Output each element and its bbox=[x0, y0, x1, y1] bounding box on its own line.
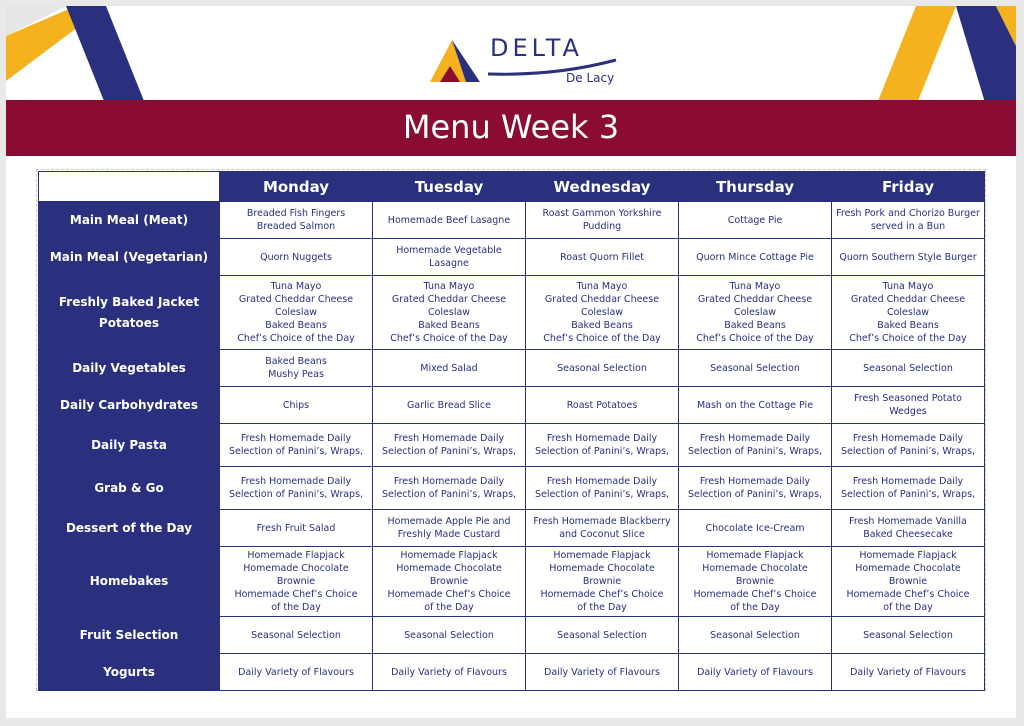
row-label: Daily Vegetables bbox=[39, 350, 220, 387]
menu-item-text: Brownie bbox=[582, 576, 622, 587]
menu-item-text: Baked Beans bbox=[418, 320, 480, 331]
menu-item-text: Fresh Homemade Daily bbox=[852, 433, 964, 444]
menu-item-text: Daily Variety of Flavours bbox=[238, 666, 354, 678]
menu-item-text: Breaded Salmon bbox=[256, 221, 336, 232]
menu-item-text: Brownie bbox=[276, 576, 316, 587]
menu-row bbox=[39, 510, 985, 547]
menu-item-text: Seasonal Selection bbox=[863, 629, 953, 641]
menu-item-text: Fresh Homemade Daily bbox=[852, 476, 964, 487]
menu-item-text: Grated Cheddar Cheese bbox=[850, 294, 966, 305]
menu-cell bbox=[220, 202, 373, 239]
brand-subtitle: De Lacy bbox=[566, 71, 615, 85]
menu-item-text: Daily Variety of Flavours bbox=[391, 666, 507, 678]
menu-cell bbox=[373, 467, 526, 510]
menu-cell bbox=[220, 547, 373, 617]
menu-item-text: Homemade Flapjack bbox=[859, 550, 957, 561]
menu-cell bbox=[832, 617, 985, 654]
menu-cell bbox=[220, 387, 373, 424]
menu-cell bbox=[373, 654, 526, 691]
menu-cell bbox=[220, 350, 373, 387]
menu-cell bbox=[526, 202, 679, 239]
menu-item-text: Roast Potatoes bbox=[566, 399, 638, 411]
menu-item-text: Homemade Chef’s Choice bbox=[387, 589, 511, 600]
menu-cell bbox=[832, 202, 985, 239]
menu-item-text: Homemade Flapjack bbox=[400, 550, 498, 561]
menu-item-text: Coleslaw bbox=[427, 307, 471, 318]
left-corner-decoration bbox=[6, 6, 146, 106]
day-header: Monday bbox=[220, 172, 373, 202]
menu-item-text: Grated Cheddar Cheese bbox=[391, 294, 507, 305]
menu-row bbox=[39, 276, 985, 350]
menu-cell bbox=[832, 387, 985, 424]
menu-table bbox=[38, 171, 985, 691]
menu-cell bbox=[679, 239, 832, 276]
menu-cell bbox=[373, 617, 526, 654]
menu-item-text: Grated Cheddar Cheese bbox=[697, 294, 813, 305]
menu-item-text: Tuna Mayo bbox=[423, 281, 475, 292]
row-label: Main Meal (Vegetarian) bbox=[39, 239, 220, 276]
row-label: Freshly Baked Jacket Potatoes bbox=[39, 276, 220, 350]
menu-item-text: Selection of Panini’s, Wraps, bbox=[687, 489, 823, 500]
menu-row bbox=[39, 467, 985, 510]
menu-cell bbox=[526, 510, 679, 547]
day-header: Thursday bbox=[679, 172, 832, 202]
menu-item-text: Selection of Panini’s, Wraps, bbox=[381, 446, 517, 457]
menu-item-text: Baked Beans bbox=[571, 320, 633, 331]
corner-cell bbox=[39, 172, 220, 202]
menu-item-text: Homemade Beef Lasagne bbox=[387, 214, 511, 226]
menu-item-text: Fresh Homemade Vanilla bbox=[849, 516, 967, 527]
row-label: Homebakes bbox=[39, 547, 220, 617]
menu-item-text: Homemade Apple Pie and bbox=[387, 516, 511, 527]
menu-cell bbox=[220, 654, 373, 691]
page-title: Menu Week 3 bbox=[402, 108, 620, 146]
menu-cell bbox=[373, 547, 526, 617]
menu-item-text: Chef’s Choice of the Day bbox=[543, 333, 661, 344]
menu-item-text: Coleslaw bbox=[886, 307, 930, 318]
menu-item-text: Fresh Fruit Salad bbox=[256, 522, 336, 534]
menu-item-text: Chef’s Choice of the Day bbox=[849, 333, 967, 344]
menu-cell bbox=[220, 276, 373, 350]
menu-cell bbox=[832, 276, 985, 350]
menu-item-text: Pudding bbox=[582, 221, 622, 232]
row-label: Dessert of the Day bbox=[39, 510, 220, 547]
day-header: Tuesday bbox=[373, 172, 526, 202]
menu-item-text: Brownie bbox=[888, 576, 928, 587]
menu-item-text: Baked Beans bbox=[265, 356, 327, 367]
menu-item-text: Brownie bbox=[429, 576, 469, 587]
menu-item-text: Mushy Peas bbox=[268, 369, 324, 380]
menu-cell bbox=[832, 350, 985, 387]
menu-item-text: Quorn Mince Cottage Pie bbox=[696, 251, 814, 263]
menu-cell bbox=[679, 467, 832, 510]
menu-item-text: Selection of Panini’s, Wraps, bbox=[228, 446, 364, 457]
menu-item-text: Baked Beans bbox=[724, 320, 786, 331]
row-label: Main Meal (Meat) bbox=[39, 202, 220, 239]
menu-item-text: Lasagne bbox=[429, 258, 469, 269]
menu-cell bbox=[679, 424, 832, 467]
menu-cell bbox=[679, 350, 832, 387]
menu-item-text: Cottage Pie bbox=[727, 214, 783, 226]
menu-item-text: Chef’s Choice of the Day bbox=[696, 333, 814, 344]
menu-item-text: Homemade Chocolate bbox=[243, 563, 349, 574]
menu-row bbox=[39, 547, 985, 617]
menu-item-text: Coleslaw bbox=[274, 307, 318, 318]
menu-cell bbox=[832, 654, 985, 691]
menu-item-text: Homemade Chef’s Choice bbox=[693, 589, 817, 600]
menu-item-text: Fresh Homemade Daily bbox=[393, 433, 505, 444]
menu-cell bbox=[526, 350, 679, 387]
menu-item-text: Tuna Mayo bbox=[270, 281, 322, 292]
menu-cell bbox=[220, 510, 373, 547]
menu-item-text: Homemade Flapjack bbox=[553, 550, 651, 561]
menu-item-text: Chocolate Ice-Cream bbox=[705, 522, 805, 534]
menu-item-text: Coleslaw bbox=[733, 307, 777, 318]
menu-cell bbox=[220, 467, 373, 510]
menu-item-text: Coleslaw bbox=[580, 307, 624, 318]
menu-item-text: Quorn Nuggets bbox=[260, 251, 332, 263]
day-header-row bbox=[39, 172, 985, 202]
menu-cell bbox=[526, 467, 679, 510]
menu-cell bbox=[832, 239, 985, 276]
menu-item-text: Seasonal Selection bbox=[863, 362, 953, 374]
menu-item-text: Freshly Made Custard bbox=[397, 529, 501, 540]
menu-item-text: Breaded Fish Fingers bbox=[246, 208, 346, 219]
menu-cell bbox=[679, 387, 832, 424]
menu-cell bbox=[679, 202, 832, 239]
day-header: Friday bbox=[832, 172, 985, 202]
menu-item-text: Homemade Chocolate bbox=[396, 563, 502, 574]
row-label: Daily Pasta bbox=[39, 424, 220, 467]
menu-item-text: Selection of Panini’s, Wraps, bbox=[381, 489, 517, 500]
menu-item-text: of the Day bbox=[424, 602, 474, 613]
row-label: Grab & Go bbox=[39, 467, 220, 510]
menu-item-text: Homemade Chef’s Choice bbox=[234, 589, 358, 600]
delta-logo-icon bbox=[426, 36, 488, 86]
menu-row bbox=[39, 617, 985, 654]
menu-item-text: Fresh Homemade Daily bbox=[699, 476, 811, 487]
menu-item-text: Selection of Panini’s, Wraps, bbox=[687, 446, 823, 457]
menu-item-text: of the Day bbox=[730, 602, 780, 613]
menu-item-text: Chips bbox=[282, 399, 310, 411]
right-corner-decoration bbox=[876, 6, 1016, 106]
menu-item-text: and Coconut Slice bbox=[559, 529, 645, 540]
menu-cell bbox=[220, 424, 373, 467]
menu-cell bbox=[373, 239, 526, 276]
title-banner bbox=[6, 100, 1016, 156]
menu-item-text: Selection of Panini’s, Wraps, bbox=[534, 446, 670, 457]
menu-cell bbox=[373, 350, 526, 387]
menu-cell bbox=[526, 387, 679, 424]
menu-item-text: of the Day bbox=[577, 602, 627, 613]
menu-item-text: Brownie bbox=[735, 576, 775, 587]
menu-item-text: Wedges bbox=[889, 406, 927, 417]
menu-item-text: Grated Cheddar Cheese bbox=[544, 294, 660, 305]
menu-cell bbox=[526, 617, 679, 654]
menu-item-text: Homemade Chocolate bbox=[702, 563, 808, 574]
menu-item-text: Homemade Vegetable bbox=[396, 245, 502, 256]
menu-item-text: Homemade Flapjack bbox=[706, 550, 804, 561]
menu-item-text: Baked Beans bbox=[877, 320, 939, 331]
menu-cell bbox=[373, 387, 526, 424]
menu-item-text: served in a Bun bbox=[870, 221, 946, 232]
menu-item-text: Selection of Panini’s, Wraps, bbox=[840, 489, 976, 500]
menu-item-text: Quorn Southern Style Burger bbox=[839, 251, 977, 263]
menu-item-text: Seasonal Selection bbox=[557, 362, 647, 374]
menu-cell bbox=[832, 424, 985, 467]
menu-item-text: Homemade Chef’s Choice bbox=[540, 589, 664, 600]
menu-cell bbox=[832, 510, 985, 547]
menu-row bbox=[39, 654, 985, 691]
menu-cell bbox=[526, 239, 679, 276]
menu-item-text: Tuna Mayo bbox=[576, 281, 628, 292]
menu-cell bbox=[679, 617, 832, 654]
menu-cell bbox=[679, 510, 832, 547]
menu-item-text: of the Day bbox=[883, 602, 933, 613]
menu-item-text: Selection of Panini’s, Wraps, bbox=[534, 489, 670, 500]
menu-row bbox=[39, 202, 985, 239]
menu-item-text: Fresh Pork and Chorizo Burger bbox=[836, 208, 980, 219]
menu-cell bbox=[526, 547, 679, 617]
menu-item-text: Fresh Homemade Daily bbox=[240, 476, 352, 487]
menu-row bbox=[39, 387, 985, 424]
menu-cell bbox=[220, 617, 373, 654]
menu-item-text: Homemade Chef’s Choice bbox=[846, 589, 970, 600]
menu-item-text: Tuna Mayo bbox=[882, 281, 934, 292]
menu-item-text: Selection of Panini’s, Wraps, bbox=[228, 489, 364, 500]
menu-item-text: Seasonal Selection bbox=[557, 629, 647, 641]
menu-cell bbox=[526, 424, 679, 467]
brand-name: DELTA bbox=[490, 34, 583, 62]
menu-item-text: of the Day bbox=[271, 602, 321, 613]
menu-item-text: Baked Cheesecake bbox=[863, 529, 953, 540]
menu-item-text: Grated Cheddar Cheese bbox=[238, 294, 354, 305]
menu-item-text: Garlic Bread Slice bbox=[407, 399, 491, 411]
menu-item-text: Baked Beans bbox=[265, 320, 327, 331]
menu-item-text: Homemade Flapjack bbox=[247, 550, 345, 561]
menu-row bbox=[39, 424, 985, 467]
menu-item-text: Fresh Homemade Blackberry bbox=[533, 516, 671, 527]
menu-item-text: Seasonal Selection bbox=[710, 629, 800, 641]
menu-item-text: Chef’s Choice of the Day bbox=[237, 333, 355, 344]
menu-cell bbox=[679, 654, 832, 691]
menu-item-text: Homemade Chocolate bbox=[855, 563, 961, 574]
menu-item-text: Fresh Homemade Daily bbox=[546, 433, 658, 444]
menu-cell bbox=[832, 467, 985, 510]
menu-item-text: Fresh Seasoned Potato bbox=[854, 393, 962, 404]
menu-item-text: Selection of Panini’s, Wraps, bbox=[840, 446, 976, 457]
menu-item-text: Fresh Homemade Daily bbox=[546, 476, 658, 487]
menu-item-text: Seasonal Selection bbox=[251, 629, 341, 641]
menu-item-text: Daily Variety of Flavours bbox=[544, 666, 660, 678]
menu-cell bbox=[679, 276, 832, 350]
menu-cell bbox=[373, 510, 526, 547]
menu-cell bbox=[679, 547, 832, 617]
menu-cell bbox=[220, 239, 373, 276]
menu-item-text: Roast Gammon Yorkshire bbox=[542, 208, 662, 219]
menu-cell bbox=[373, 424, 526, 467]
day-header: Wednesday bbox=[526, 172, 679, 202]
row-label: Daily Carbohydrates bbox=[39, 387, 220, 424]
menu-item-text: Daily Variety of Flavours bbox=[850, 666, 966, 678]
menu-item-text: Mixed Salad bbox=[420, 362, 478, 374]
menu-row bbox=[39, 350, 985, 387]
menu-cell bbox=[373, 276, 526, 350]
menu-cell bbox=[526, 654, 679, 691]
menu-item-text: Homemade Chocolate bbox=[549, 563, 655, 574]
row-label: Yogurts bbox=[39, 654, 220, 691]
brand-logo bbox=[426, 34, 626, 94]
row-label: Fruit Selection bbox=[39, 617, 220, 654]
menu-row bbox=[39, 239, 985, 276]
menu-cell bbox=[526, 276, 679, 350]
menu-item-text: Chef’s Choice of the Day bbox=[390, 333, 508, 344]
menu-cell bbox=[832, 547, 985, 617]
menu-item-text: Roast Quorn Fillet bbox=[560, 251, 644, 263]
menu-item-text: Daily Variety of Flavours bbox=[697, 666, 813, 678]
menu-item-text: Seasonal Selection bbox=[404, 629, 494, 641]
menu-item-text: Tuna Mayo bbox=[729, 281, 781, 292]
menu-item-text: Mash on the Cottage Pie bbox=[696, 399, 814, 411]
menu-cell bbox=[373, 202, 526, 239]
menu-item-text: Fresh Homemade Daily bbox=[699, 433, 811, 444]
menu-page bbox=[6, 6, 1016, 718]
menu-item-text: Seasonal Selection bbox=[710, 362, 800, 374]
menu-item-text: Fresh Homemade Daily bbox=[240, 433, 352, 444]
menu-item-text: Fresh Homemade Daily bbox=[393, 476, 505, 487]
